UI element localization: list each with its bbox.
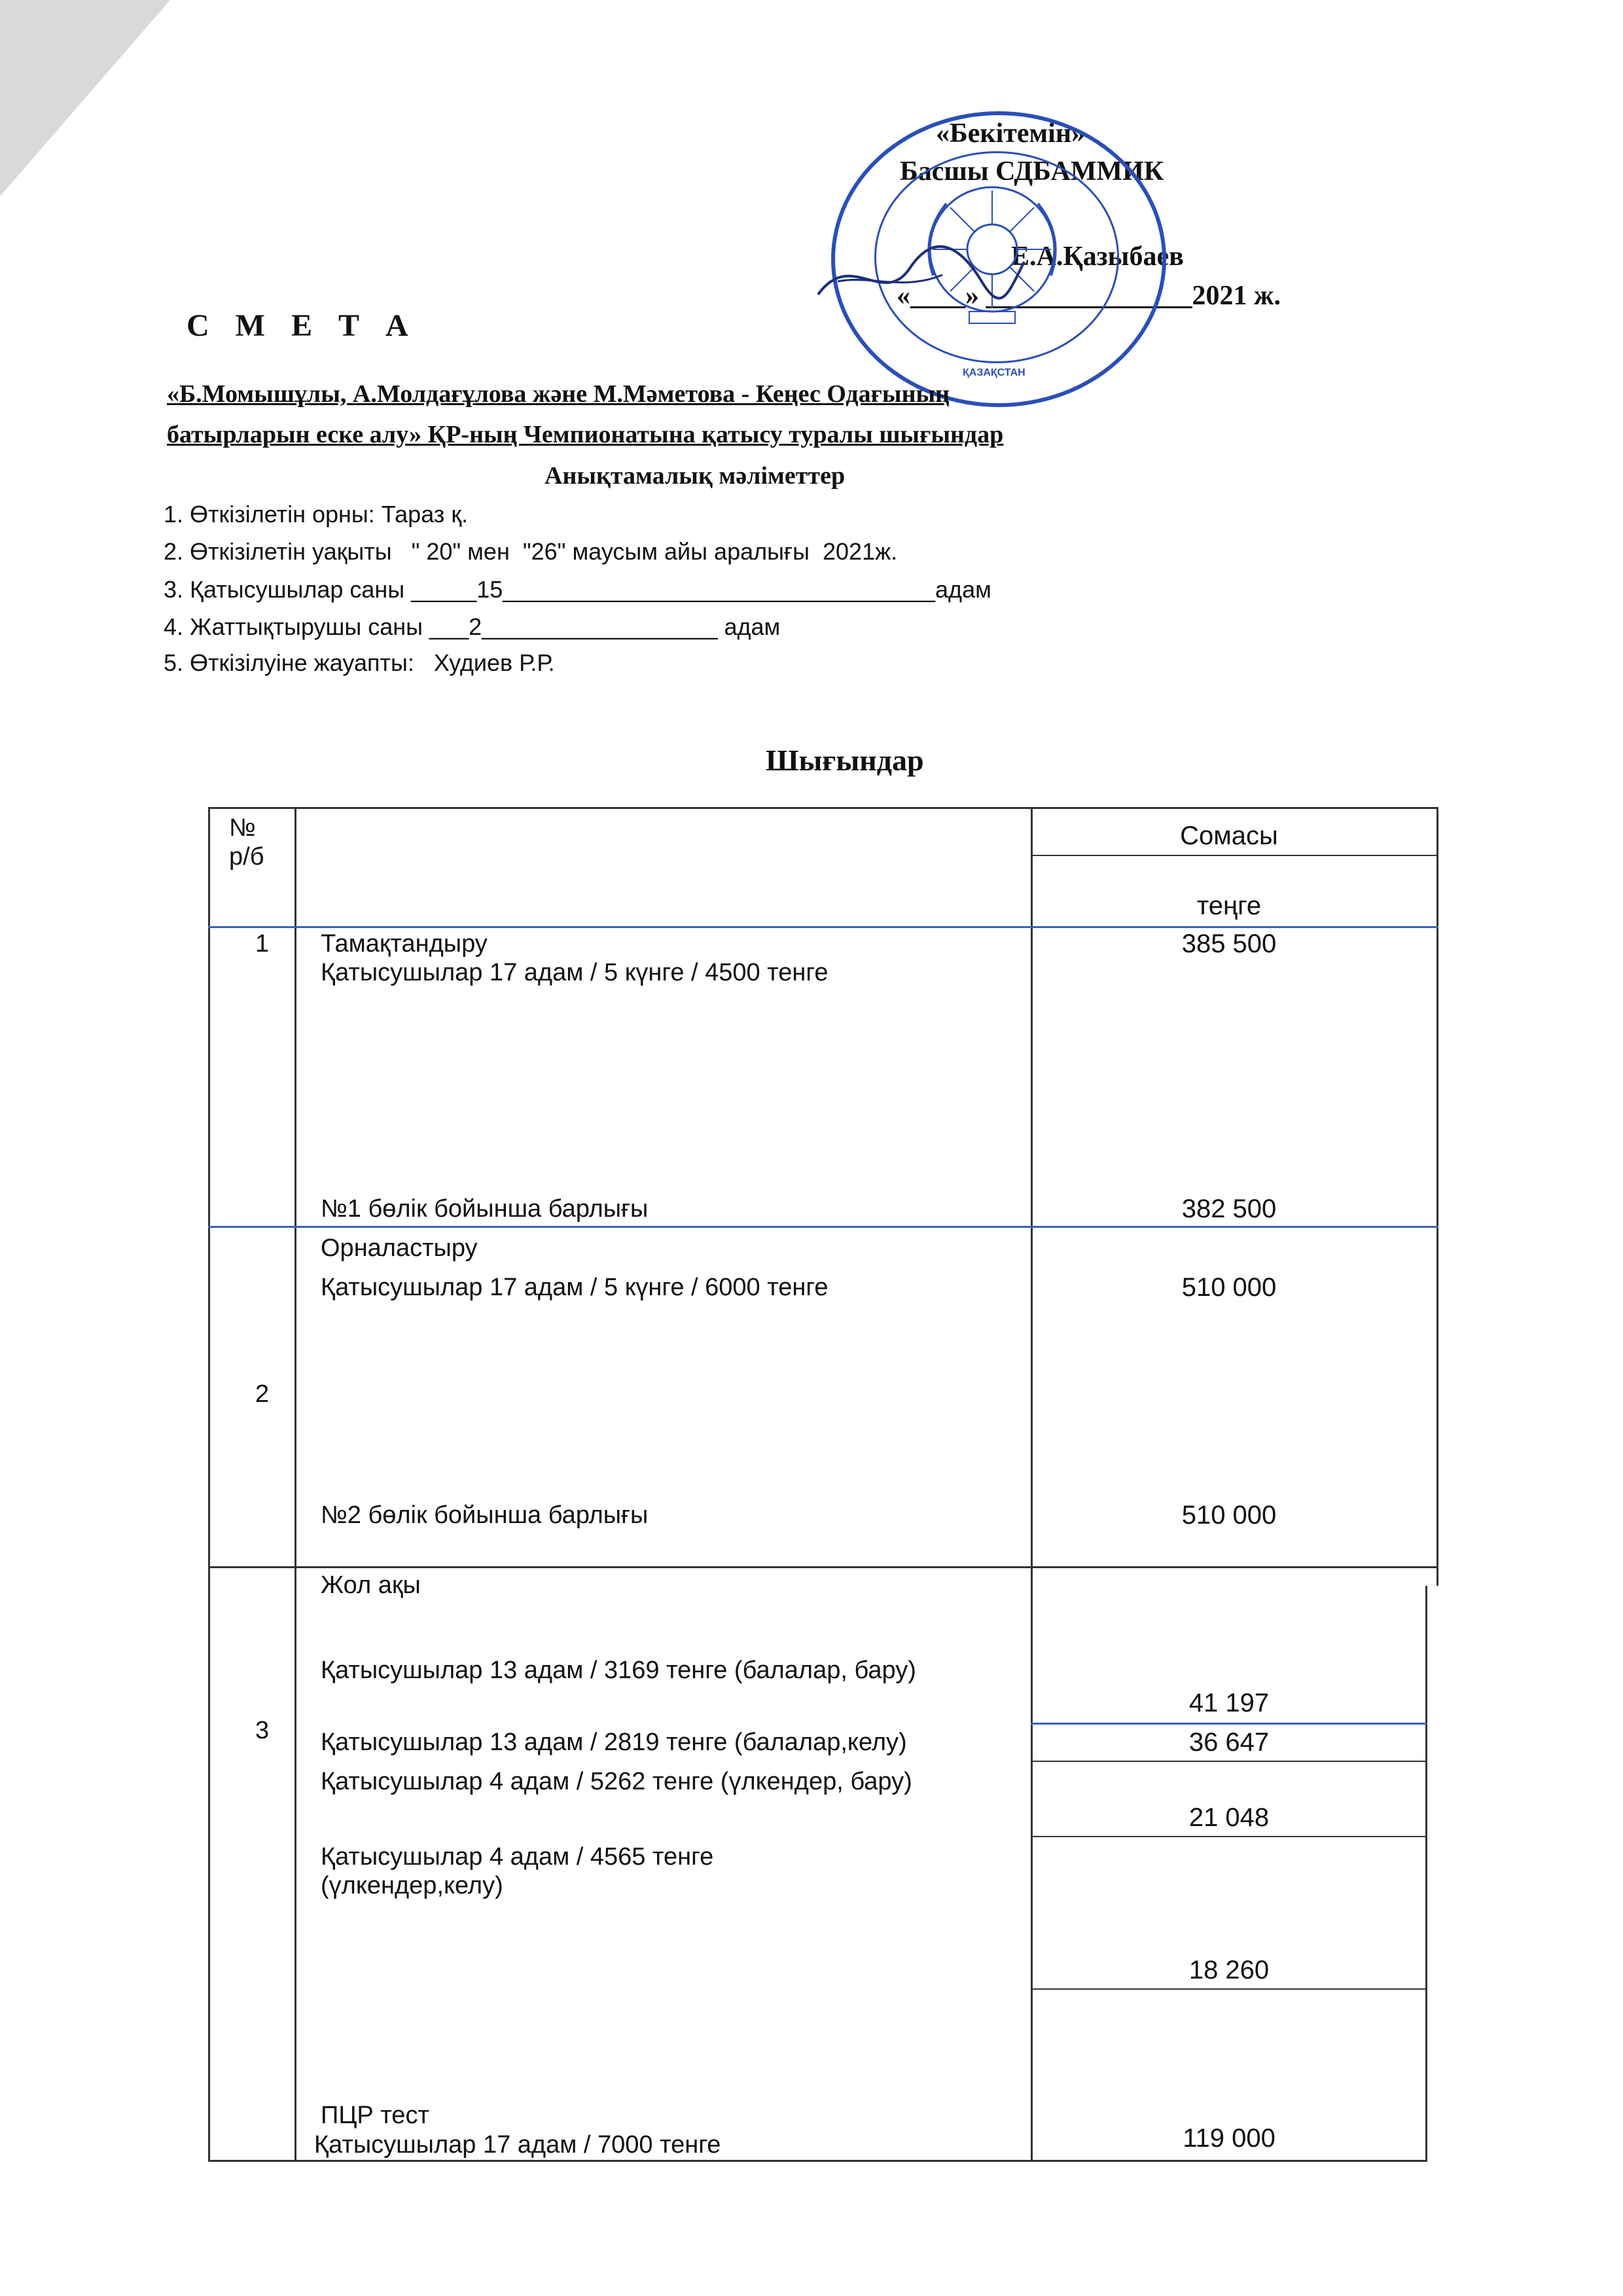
row-number: 3 <box>255 1717 270 1744</box>
column-header-currency: теңге <box>1196 891 1262 920</box>
travel-item-amount: 18 260 <box>1188 1956 1270 1984</box>
info-line: 1. Өткізілетін орны: Тараз қ. <box>164 501 469 528</box>
row-detail: Қатысушылар 17 адам / 5 күнге / 6000 тенге <box>321 1274 829 1301</box>
row-total-label: №1 бөлік бойынша барлығы <box>321 1195 649 1223</box>
row-amount: 510 000 <box>1181 1273 1277 1302</box>
row-number: 1 <box>255 930 270 958</box>
pcr-amount: 119 000 <box>1183 2124 1275 2153</box>
reference-heading: Анықтамалық мәліметтер <box>544 462 846 490</box>
row-title: Жол ақы <box>321 1571 421 1599</box>
approval-signer: Е.А.Қазыбаев <box>1011 242 1184 272</box>
row-title: Тамақтандыру <box>321 930 488 958</box>
approval-position: Басшы СДБАММИК <box>900 156 1164 187</box>
travel-item-label: Қатысушылар 13 адам / 3169 тенге (балалар, бару) <box>321 1657 916 1684</box>
travel-item-label: Қатысушылар 4 адам / 4565 тенге (үлкендер,келу) <box>321 1843 714 1899</box>
travel-item-label: Қатысушылар 13 адам / 2819 тенге (балалар,келу) <box>321 1729 907 1756</box>
pcr-title: ПЦР тест <box>321 2102 429 2129</box>
travel-item-amount: 21 048 <box>1188 1803 1270 1832</box>
signature <box>812 236 1027 314</box>
row-amount: 385 500 <box>1181 929 1277 958</box>
row-number: 2 <box>255 1380 270 1408</box>
row-total: 510 000 <box>1181 1501 1277 1530</box>
approval-date: «____» _______________2021 ж. <box>897 281 1281 311</box>
info-line: 4. Жаттықтырушы саны ___2__________________ адам <box>164 613 781 640</box>
info-line: 3. Қатысушылар саны _____15_________________________________адам <box>164 576 991 603</box>
row-total: 382 500 <box>1181 1194 1277 1223</box>
subtitle-line-1: «Б.Момышұлы, А.Молдағұлова және М.Мәметова - Кеңес Одағының <box>167 380 950 408</box>
pcr-detail: Қатысушылар 17 адам / 7000 тенге <box>314 2131 721 2159</box>
info-line: 5. Өткізілуіне жауапты: Худиев Р.Р. <box>164 649 555 676</box>
scan-shadow <box>0 0 170 196</box>
expenses-title: Шығындар <box>766 744 924 777</box>
travel-item-label: Қатысушылар 4 адам / 5262 тенге (үлкендер, бару) <box>321 1768 912 1795</box>
row-title: Орналастыру <box>321 1234 478 1262</box>
column-header-number: № р/б <box>229 814 264 870</box>
travel-item-amount: 36 647 <box>1188 1728 1270 1757</box>
column-header-amount: Сомасы <box>1180 821 1278 850</box>
travel-item-amount: 41 197 <box>1188 1689 1270 1717</box>
info-line: 2. Өткізілетін уақыты " 20" мен "26" маусым айы аралығы 2021ж. <box>164 538 898 565</box>
stamp-center-text: ҚАЗАҚСТАН <box>963 367 1026 378</box>
row-detail: Қатысушылар 17 адам / 5 күнге / 4500 тенге <box>321 959 829 986</box>
approval-title: «Бекітемін» <box>936 118 1086 149</box>
subtitle-line-2: батырларын еске алу» ҚР-ның Чемпионатына қатысу туралы шығындар <box>167 421 1004 448</box>
document-title: С М Е Т А <box>187 308 418 343</box>
row-total-label: №2 бөлік бойынша барлығы <box>321 1501 649 1529</box>
